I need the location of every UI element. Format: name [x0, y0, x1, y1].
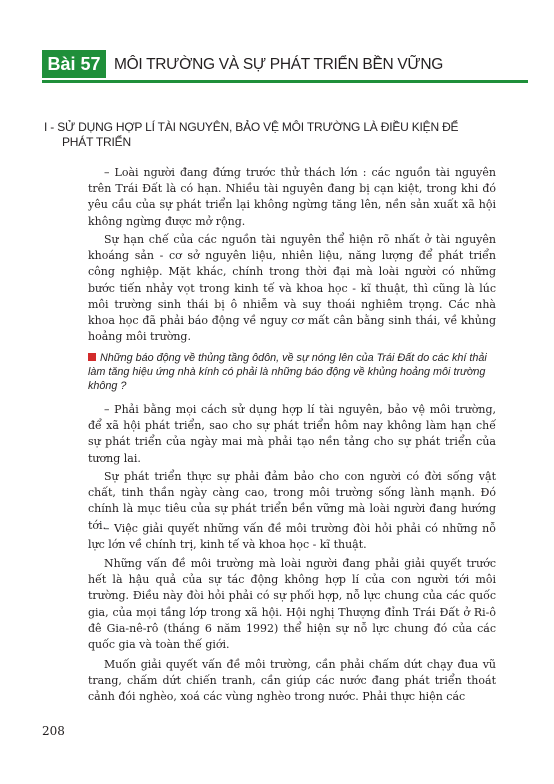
chapter-header — [42, 50, 528, 83]
paragraph: Sự hạn chế của các nguồn tài nguyên thể hiện rõ nhất ở tài nguyên khoáng sản - cơ sở nguyên liệu, nhiên liệu, năng lượng để phát triển công nghiệp. Mặt khác, chính trong thời đại mà loài người có những bước tiến nhảy vọt trong kinh tế và khoa học - kĩ thuật, thì cũng là lúc môi trường sinh thái bị ô nhiễm và suy thoái nghiêm trọng. Các nhà khoa học đã phải báo động về nguy cơ mất cân bằng sinh thái, về khủng hoảng môi trường. — [88, 233, 496, 344]
section-heading-line2: PHÁT TRIỂN — [62, 135, 131, 149]
paragraph: Sự phát triển thực sự phải đảm bảo cho con người có đời sống vật chất, tinh thần ngày càng cao, trong môi trường sống lành mạnh. Đó chính là mục tiêu của sự phát triển bền vững mà loài người đang hướng tới. — [88, 470, 496, 532]
chapter-title: MÔI TRƯỜNG VÀ SỰ PHÁT TRIỂN BỀN VỮNG — [114, 56, 444, 73]
section-heading — [44, 120, 514, 150]
paragraph: – Phải bằng mọi cách sử dụng hợp lí tài nguyên, bảo vệ môi trường, để xã hội phát triển, sao cho sự phát triển hôm nay không làm hạn chế sự phát triển của ngày mai mà phải tạo nền tảng cho sự phát triển của tương lai. — [88, 403, 496, 465]
page-number: 208 — [42, 724, 65, 738]
question-marker-icon — [88, 353, 96, 361]
paragraph: Muốn giải quyết vấn đề môi trường, cần phải chấm dứt chạy đua vũ trang, chấm dứt chiến tranh, cần giúp các nước đang phát triển thoát cảnh đói nghèo, xoá các vùng nghèo trong nước. Phải thực hiện các — [88, 658, 496, 704]
paragraph: – Loài người đang đứng trước thử thách lớn : các nguồn tài nguyên trên Trái Đất là có hạn. Nhiều tài nguyên đang bị cạn kiệt, trong khi đó yêu cầu của sự phát triển lại không ngừng tăng lên, nền sản xuất xã hội không ngừng được mở rộng. — [88, 166, 496, 228]
question-text: Những báo động về thủng tầng ôdôn, về sự nóng lên của Trái Đất do các khí thải làm tăng hiệu ứng nhà kính có phải là những báo động về khủng hoảng môi trường không ? — [88, 352, 487, 392]
paragraph: Những vấn đề môi trường mà loài người đang phải giải quyết trước hết là hậu quả của sự tác động không hợp lí của con người tới môi trường. Điều này đòi hỏi phải có sự phối hợp, nỗ lực chung của các quốc gia, của mọi tầng lớp trong xã hội. Hội nghị Thượng đỉnh Trái Đất ở Ri-ô đê Gia-nê-rô (tháng 6 năm 1992) thể hiện sự nỗ lực chung đó của các quốc gia và toàn thế giới. — [88, 557, 496, 652]
paragraph: – Việc giải quyết những vấn đề môi trường đòi hỏi phải có những nỗ lực lớn về chính trị, kinh tế và khoa học - kĩ thuật. — [88, 522, 496, 552]
review-question — [88, 351, 496, 393]
lesson-badge: Bài 57 — [42, 50, 106, 78]
section-heading-line1: I - SỬ DỤNG HỢP LÍ TÀI NGUYÊN, BẢO VỆ MÔI TRƯỜNG LÀ ĐIỀU KIỆN ĐỂ — [44, 120, 459, 134]
